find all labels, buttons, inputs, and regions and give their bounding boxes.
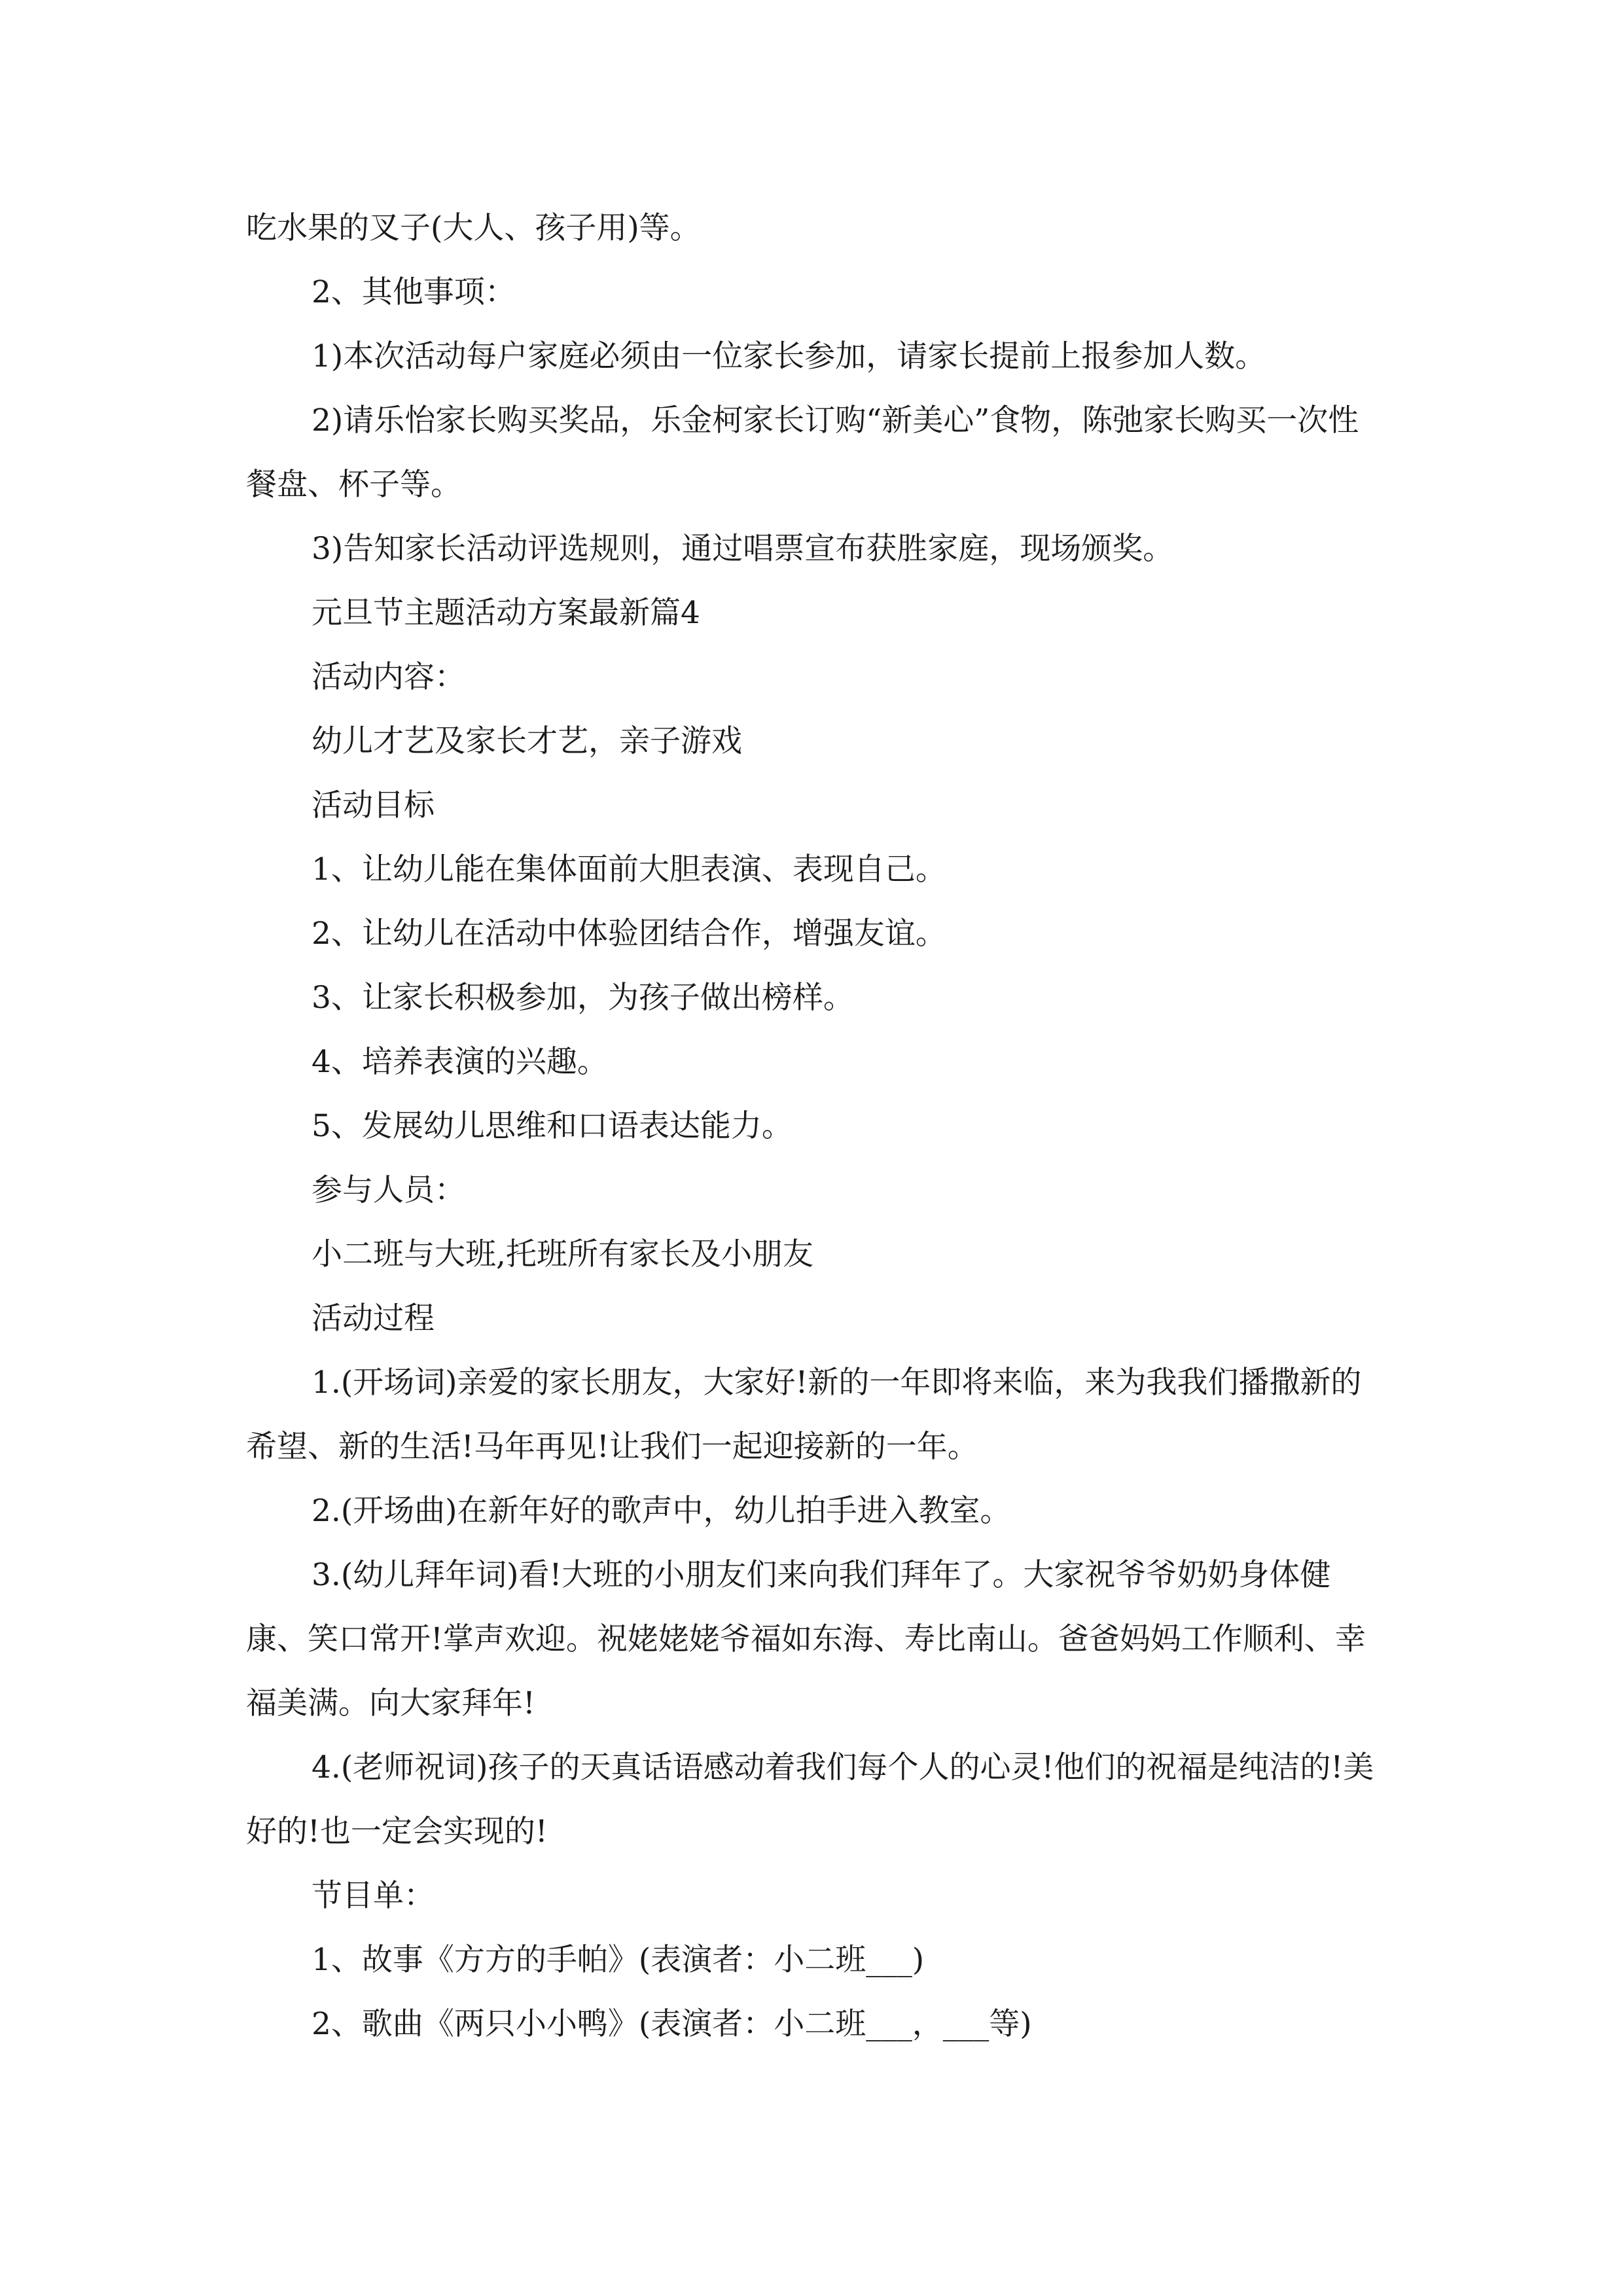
document-body xyxy=(246,196,1385,2056)
process-step-3: 3.(幼儿拜年词)看!大班的小朋友们来向我们拜年了。大家祝爷爷奶奶身体健康、笑口常开!掌声欢迎。祝姥姥姥爷福如东海、寿比南山。爸爸妈妈工作顺利、幸福美满。向大家拜年! xyxy=(246,1557,1366,1721)
goal-item-5: 5、发展幼儿思维和口语表达能力。 xyxy=(312,1108,793,1144)
participants-heading: 参与人员： xyxy=(312,1172,465,1208)
activity-goals-heading: 活动目标 xyxy=(312,787,435,823)
activity-content-heading: 活动内容： xyxy=(312,659,465,695)
participants-text: 小二班与大班,托班所有家长及小朋友 xyxy=(312,1236,813,1272)
paragraph-continuation: 吃水果的叉子(大人、孩子用)等。 xyxy=(246,210,701,246)
paragraph-other-items-heading: 2、其他事项： xyxy=(312,274,516,310)
paragraph-item-3: 3)告知家长活动评选规则，通过唱票宣布获胜家庭，现场颁奖。 xyxy=(312,531,1174,567)
goal-item-3: 3、让家长积极参加，为孩子做出榜样。 xyxy=(312,980,854,1016)
section-title: 元旦节主题活动方案最新篇4 xyxy=(312,595,700,631)
process-step-1: 1.(开场词)亲爱的家长朋友，大家好!新的一年即将来临，来为我我们播撒新的希望、新的生活!马年再见!让我们一起迎接新的一年。 xyxy=(246,1365,1362,1465)
goal-item-4: 4、培养表演的兴趣。 xyxy=(312,1044,608,1080)
paragraph-item-1: 1)本次活动每户家庭必须由一位家长参加，请家长提前上报参加人数。 xyxy=(312,338,1266,374)
process-heading: 活动过程 xyxy=(312,1300,435,1336)
program-list-heading: 节目单： xyxy=(312,1878,435,1914)
process-step-2: 2.(开场曲)在新年好的歌声中，幼儿拍手进入教室。 xyxy=(312,1493,1011,1529)
process-step-4: 4.(老师祝词)孩子的天真话语感动着我们每个人的心灵!他们的祝福是纯洁的!美好的!也一定会实现的! xyxy=(246,1749,1374,1850)
paragraph-item-2: 2)请乐怡家长购买奖品，乐金柯家长订购“新美心”食物，陈弛家长购买一次性餐盘、杯子等。 xyxy=(246,403,1359,503)
activity-content-text: 幼儿才艺及家长才艺，亲子游戏 xyxy=(312,723,742,759)
program-item-2: 2、歌曲《两只小小鸭》(表演者：小二班___，___等) xyxy=(312,2006,1032,2042)
goal-item-1: 1、让幼儿能在集体面前大胆表演、表现自己。 xyxy=(312,852,946,888)
goal-item-2: 2、让幼儿在活动中体验团结合作，增强友谊。 xyxy=(312,916,946,952)
program-item-1: 1、故事《方方的手帕》(表演者：小二班___) xyxy=(312,1942,925,1978)
